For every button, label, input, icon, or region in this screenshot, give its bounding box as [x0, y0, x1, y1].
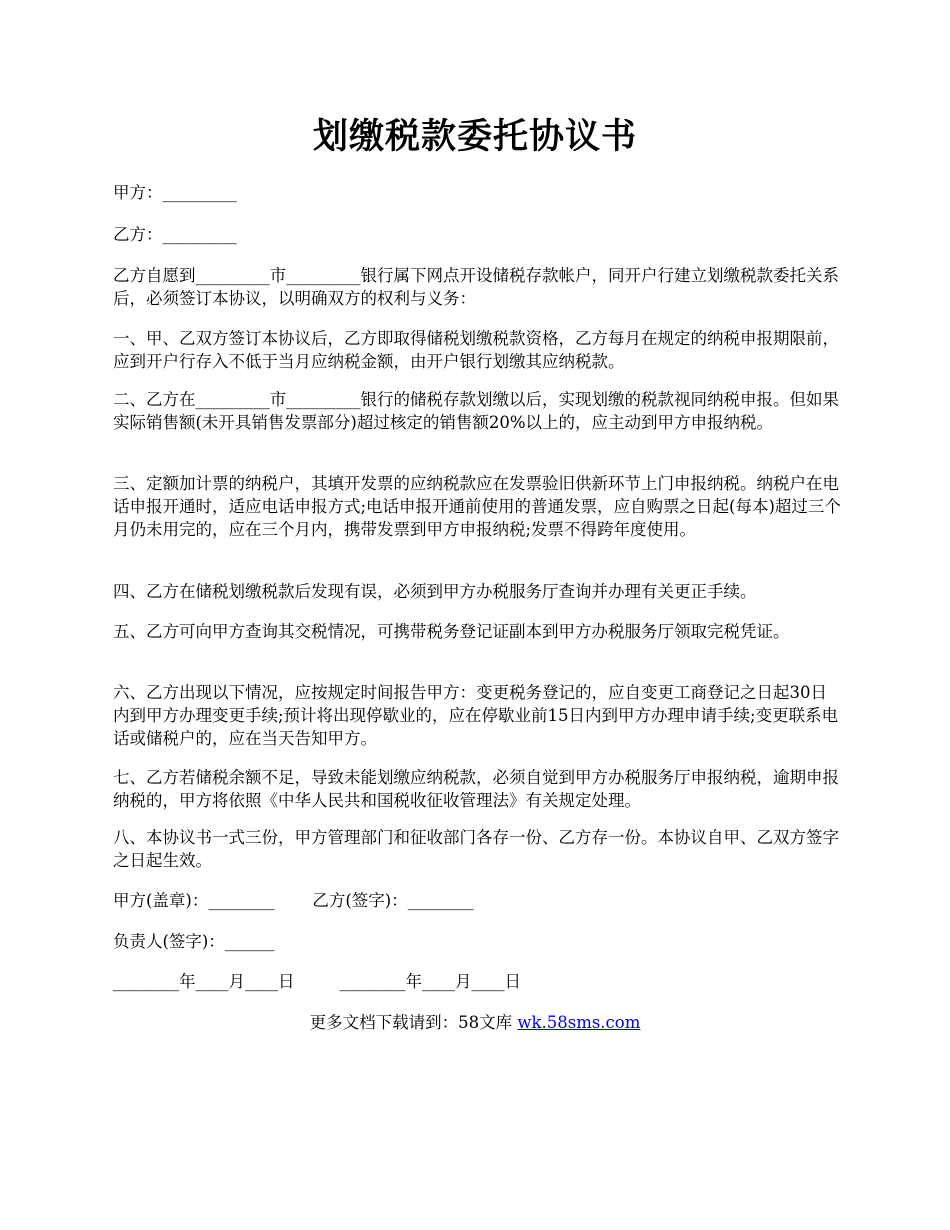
- date-party-b: ________年____月____日: [339, 972, 521, 991]
- party-a-line: 甲方：_________: [113, 183, 237, 202]
- clause-8: 八、本协议书一式三份，甲方管理部门和征收部门各存一份、乙方存一份。本协议自甲、乙双方签字之日起生效。: [113, 828, 839, 870]
- document-title: 划缴税款委托协议书: [312, 116, 637, 157]
- footer-note: [0, 1011, 950, 1034]
- date-party-a: ________年____月____日: [113, 972, 295, 991]
- signature-row: [113, 889, 841, 912]
- footer-text: 更多文档下载请到：58文库: [309, 1013, 513, 1032]
- intro-paragraph: 乙方自愿到_________市_________银行属下网点开设储税存款帐户，同开户行建立划缴税款委托关系后，必须签订本协议，以明确双方的权利与义务：: [113, 266, 839, 308]
- clause-4: 四、乙方在储税划缴税款后发现有误，必须到甲方办税服务厅查询并办理有关更正手续。: [113, 582, 757, 601]
- party-b-line: 乙方：_________: [113, 225, 237, 244]
- clause-2: 二、乙方在_________市_________银行的储税存款划缴以后，实现划缴的税款视同纳税申报。但如果实际销售额(未开具销售发票部分)超过核定的销售额20%以上的，应主动到甲方申报纳税。: [113, 390, 839, 432]
- clause-5: 五、乙方可向甲方查询其交税情况，可携带税务登记证副本到甲方办税服务厅领取完税凭证。: [113, 622, 790, 641]
- clause-3: 三、定额加计票的纳税户，其填开发票的应纳税款应在发票验旧供新环节上门申报纳税。纳税户在电话申报开通时，适应电话申报方式;电话申报开通前使用的普通发票，应自购票之日起(每本)超过三个月仍未用完的，应在三个月内，携带发票到甲方申报纳税;发票不得跨年度使用。: [113, 474, 841, 539]
- footer-link[interactable]: wk.58sms.com: [517, 1013, 641, 1032]
- signature-party-b: 乙方(签字)：________: [312, 891, 474, 910]
- responsible-signature: 负责人(签字)：______: [113, 932, 275, 951]
- clause-1: 一、甲、乙双方签订本协议后，乙方即取得储税划缴税款资格，乙方每月在规定的纳税申报期限前，应到开户行存入不低于当月应纳税金额，由开户银行划缴其应纳税款。: [113, 329, 839, 371]
- clause-6: 六、乙方出现以下情况，应按规定时间报告甲方：变更税务登记的，应自变更工商登记之日起30日内到甲方办理变更手续;预计将出现停歇业的，应在停歇业前15日内到甲方办理申请手续;变更联系电话或储税户的，应在当天告知甲方。: [113, 683, 839, 748]
- signature-party-a: 甲方(盖章)：________: [113, 891, 275, 910]
- date-row: [113, 970, 841, 993]
- clause-7: 七、乙方若储税余额不足，导致未能划缴应纳税款，必须自觉到甲方办税服务厅申报纳税，逾期申报纳税的，甲方将依照《中华人民共和国税收征收管理法》有关规定处理。: [113, 768, 839, 810]
